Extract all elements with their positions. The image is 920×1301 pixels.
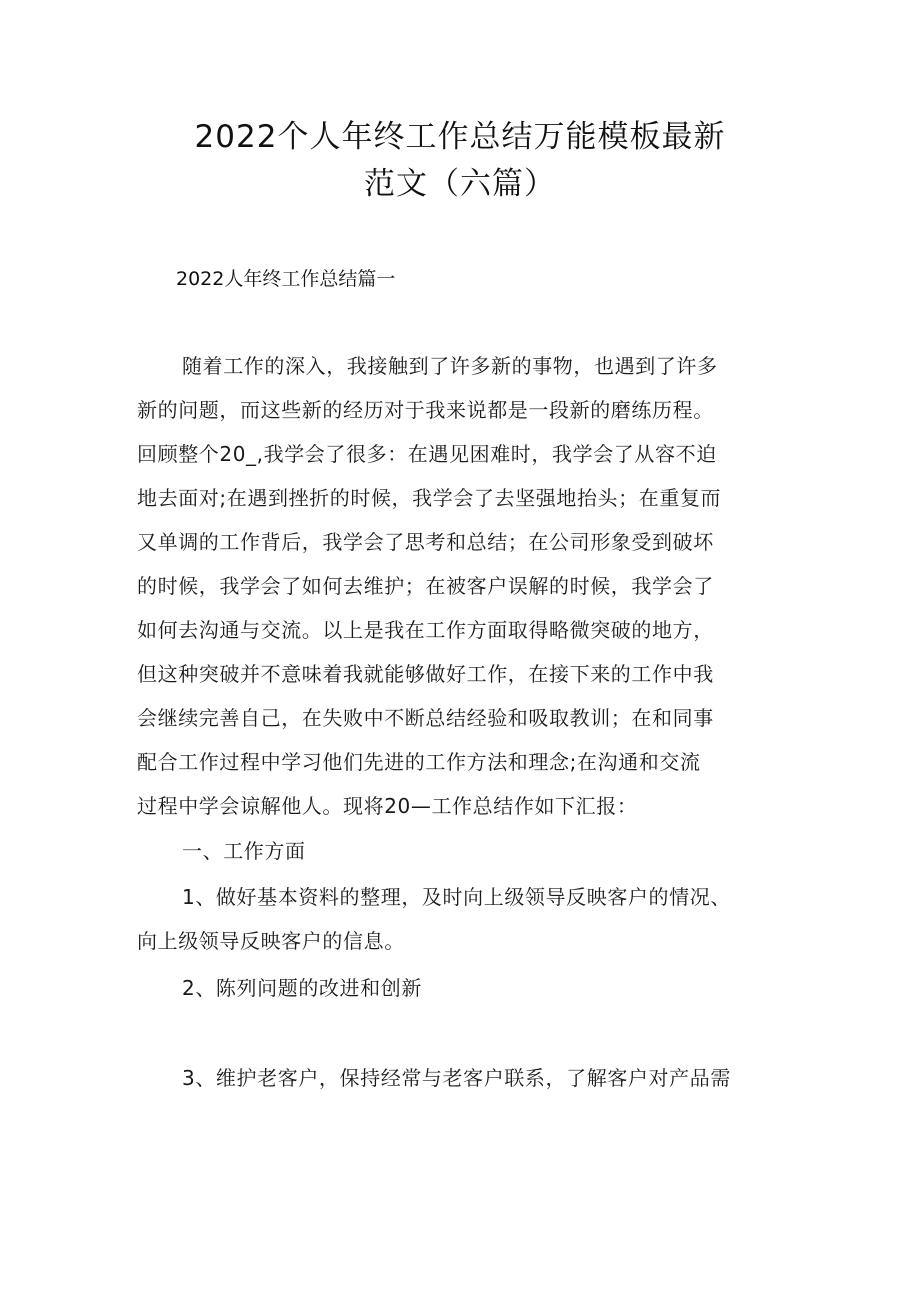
paragraph-line: 的时候，我学会了如何去维护；在被客户误解的时候，我学会了	[137, 574, 714, 598]
list-heading: 一、工作方面	[182, 839, 306, 863]
section-heading: 2022人年终工作总结篇一	[176, 268, 396, 290]
list-item: 3、维护老客户，保持经常与老客户联系，了解客户对产品需	[182, 1066, 731, 1090]
paragraph-line: 配合工作过程中学习他们先进的工作方法和理念;在沟通和交流	[137, 750, 701, 774]
paragraph-line: 如何去沟通与交流。以上是我在工作方面取得略微突破的地方，	[137, 618, 714, 642]
paragraph-line: 会继续完善自己，在失败中不断总结经验和吸取教训；在和同事	[137, 706, 714, 730]
document-title-line-2: 范文（六篇）	[364, 166, 556, 202]
paragraph-line: 地去面对;在遇到挫折的时候，我学会了去坚强地抬头；在重复而	[137, 486, 722, 510]
list-item-continuation: 向上级领导反映客户的信息。	[137, 929, 405, 953]
document-title-line-1: 2022个人年终工作总结万能模板最新	[194, 119, 726, 155]
list-item: 2、陈列问题的改进和创新	[182, 976, 422, 1000]
list-item: 1、做好基本资料的整理，及时向上级领导反映客户的情况、	[182, 885, 731, 909]
paragraph-line: 新的问题，而这些新的经历对于我来说都是一段新的磨练历程。	[137, 398, 714, 422]
paragraph-line: 随着工作的深入，我接触到了许多新的事物，也遇到了许多	[182, 354, 718, 378]
paragraph-line: 但这种突破并不意味着我就能够做好工作，在接下来的工作中我	[137, 662, 714, 686]
paragraph-line: 回顾整个20_,我学会了很多：在遇见困难时，我学会了从容不迫	[137, 442, 717, 466]
paragraph-line: 又单调的工作背后，我学会了思考和总结；在公司形象受到破坏	[137, 530, 714, 554]
paragraph-line: 过程中学会谅解他人。现将20—工作总结作如下汇报：	[137, 794, 638, 818]
